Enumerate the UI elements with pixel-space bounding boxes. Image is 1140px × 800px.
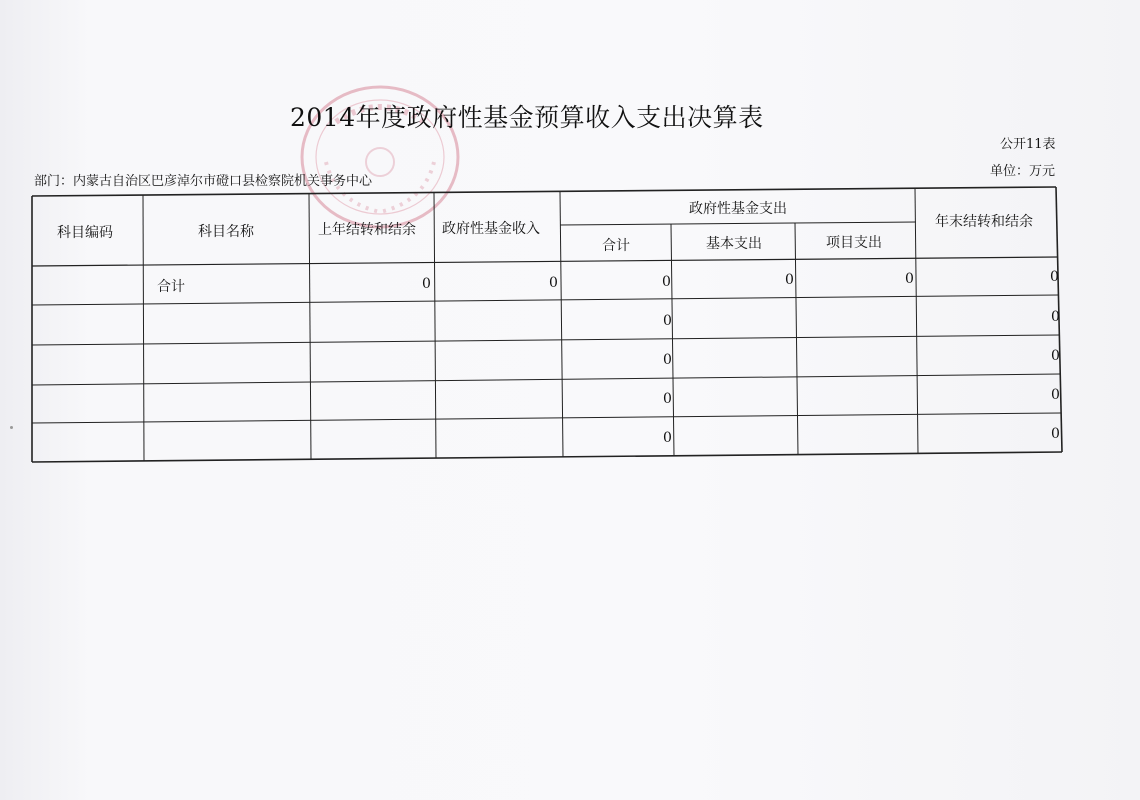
header-expenditure-group: 政府性基金支出 [689,201,787,217]
row-4-year-end-balance: 0 [1051,426,1060,442]
total-income: 0 [549,275,558,291]
header-exp-project: 项目支出 [826,235,882,251]
document-title: 2014年度政府性基金预算收入支出决算表 [290,103,764,132]
total-year-end-balance: 0 [1050,269,1059,285]
row-2-exp-total: 0 [663,352,672,368]
header-exp-total: 合计 [602,238,630,254]
row-4-exp-total: 0 [663,430,672,446]
unit-label: 单位：万元 [990,164,1056,179]
header-code: 科目编码 [57,225,113,241]
row-1-exp-total: 0 [663,313,672,329]
header-exp-basic: 基本支出 [706,236,762,252]
form-number: 公开11表 [1000,137,1056,152]
row-3-exp-total: 0 [663,391,672,407]
header-year-end-balance: 年末结转和结余 [935,214,1033,230]
row-1-year-end-balance: 0 [1051,309,1060,325]
total-prev-balance: 0 [422,276,431,292]
row-2-year-end-balance: 0 [1051,348,1060,364]
row-3-year-end-balance: 0 [1051,387,1060,403]
total-exp-basic: 0 [785,272,794,288]
header-income: 政府性基金收入 [442,221,540,237]
header-name: 科目名称 [198,224,254,240]
total-exp-total: 0 [662,274,671,290]
total-exp-project: 0 [905,271,914,287]
header-prev-balance: 上年结转和结余 [318,222,416,238]
total-row-label: 合计 [157,279,185,295]
department-label: 部门：内蒙古自治区巴彦淖尔市磴口县检察院机关事务中心 [34,174,373,189]
